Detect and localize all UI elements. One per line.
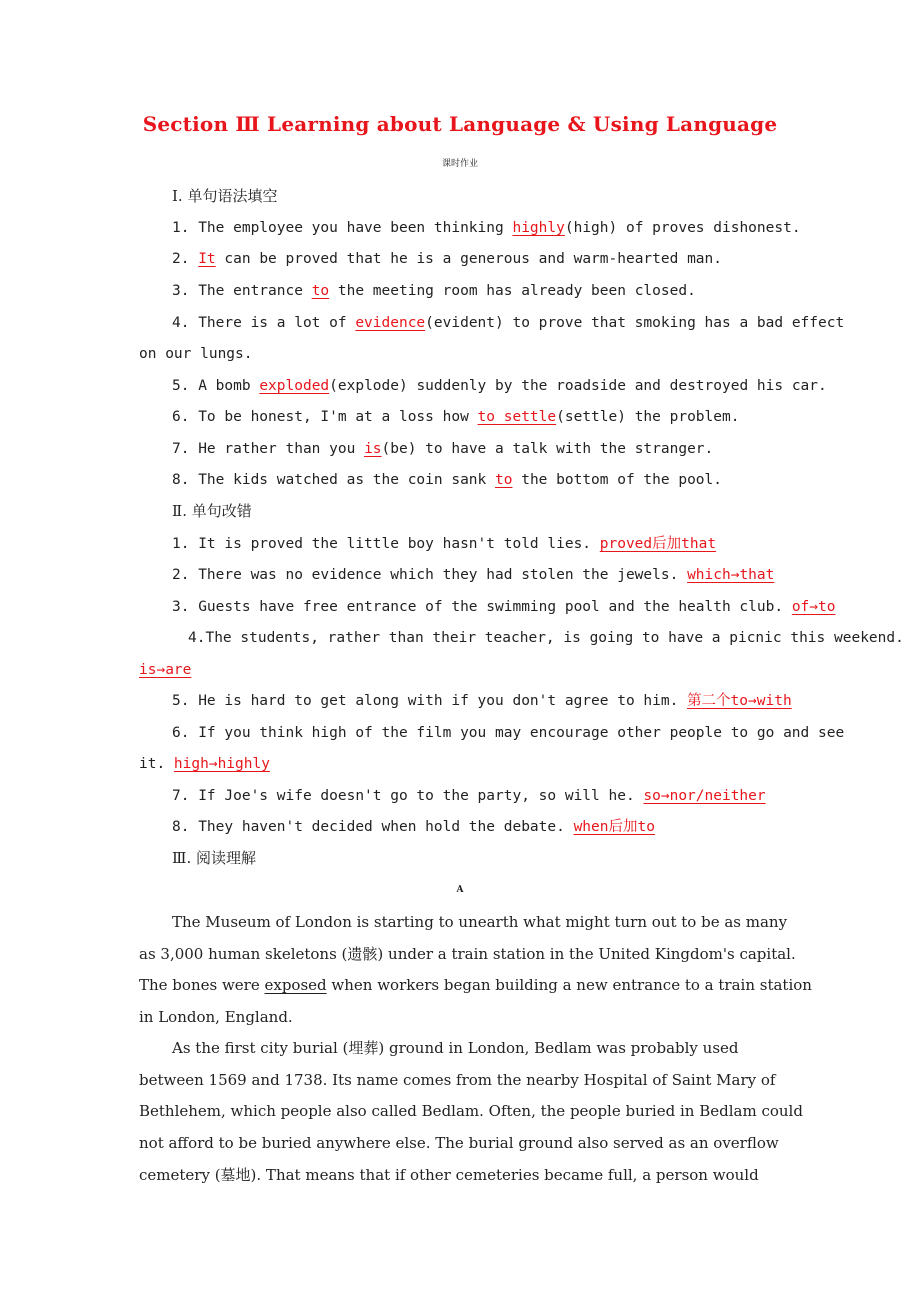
passage-line: cemetery (墓地). That means that if other cemeteries became full, a person would	[139, 1166, 759, 1184]
passage-line: The Museum of London is starting to unearth what might turn out to be as many	[172, 913, 788, 931]
passage-line: The bones were exposed when workers began building a new entrance to a train station	[139, 976, 812, 994]
underlined-word: exposed	[264, 976, 327, 994]
passage-line: Bethlehem, which people also called Bedlam. Often, the people buried in Bedlam could	[139, 1102, 803, 1120]
section-heading-3: Ⅲ. 阅读理解	[172, 849, 257, 867]
answer: of→to	[791, 599, 836, 615]
answer: evidence	[355, 315, 426, 331]
passage-line: between 1569 and 1738. Its name comes from the nearby Hospital of Saint Mary of	[139, 1071, 776, 1089]
answer: to	[311, 283, 330, 299]
passage-line: in London, England.	[139, 1008, 293, 1026]
answer: which→that	[687, 567, 775, 583]
answer: so→nor/neither	[643, 788, 766, 804]
section-heading-2: Ⅱ. 单句改错	[172, 502, 252, 520]
answer: high→highly	[173, 756, 270, 772]
correction-question-6-cont: it. high→highly	[139, 756, 270, 772]
correction-question-4-answer	[139, 660, 191, 680]
answer: 第二个to→with	[687, 693, 792, 709]
correction-question-6: 6. If you think high of the film you may encourage other people to go and see	[172, 725, 845, 741]
correction-question-4: 4.The students, rather than their teacher, is going to have a picnic this weekend.	[188, 630, 904, 646]
correction-question-1: 1. It is proved the little boy hasn't told lies. proved后加that	[172, 536, 717, 552]
page-title: Section Ⅲ Learning about Language & Using Language	[142, 112, 778, 136]
answer: exploded	[259, 378, 330, 394]
answer: is→are	[139, 662, 192, 678]
answer: when后加to	[573, 819, 655, 835]
fill-question-5: 5. A bomb exploded(explode) suddenly by the roadside and destroyed his car.	[172, 378, 827, 394]
fill-question-8: 8. The kids watched as the coin sank to the bottom of the pool.	[172, 472, 722, 488]
answer: is	[364, 441, 382, 457]
correction-question-5: 5. He is hard to get along with if you don't agree to him. 第二个to→with	[172, 693, 792, 709]
fill-question-3: 3. The entrance to the meeting room has already been closed.	[172, 283, 696, 299]
fill-question-4-cont: on our lungs.	[139, 346, 253, 362]
answer: It	[198, 251, 216, 267]
passage-label: A	[456, 885, 464, 895]
answer: to	[495, 472, 513, 488]
passage-line: as 3,000 human skeletons (遗骸) under a train station in the United Kingdom's capital.	[139, 945, 796, 963]
fill-question-7: 7. He rather than you is(be) to have a talk with the stranger.	[172, 441, 714, 457]
page-subtitle: 课时作业	[441, 159, 478, 169]
correction-question-8: 8. They haven't decided when hold the debate. when后加to	[172, 819, 655, 835]
answer: highly	[512, 220, 565, 236]
passage-line: As the first city burial (埋葬) ground in London, Bedlam was probably used	[172, 1039, 739, 1057]
correction-question-3: 3. Guests have free entrance of the swimming pool and the health club. of→to	[172, 599, 836, 615]
fill-question-6: 6. To be honest, I'm at a loss how to settle(settle) the problem.	[172, 409, 740, 425]
section-heading-1: Ⅰ. 单句语法填空	[172, 187, 278, 205]
correction-question-7: 7. If Joe's wife doesn't go to the party, so will he. so→nor/neither	[172, 788, 766, 804]
answer: to settle	[477, 409, 557, 425]
fill-question-4: 4. There is a lot of evidence(evident) to prove that smoking has a bad effect	[172, 315, 845, 331]
fill-question-1: 1. The employee you have been thinking highly(high) of proves dishonest.	[172, 220, 801, 236]
correction-question-2: 2. There was no evidence which they had stolen the jewels. which→that	[172, 567, 775, 583]
fill-question-2: 2. It can be proved that he is a generous and warm-hearted man.	[172, 251, 722, 267]
answer: proved后加that	[599, 536, 717, 552]
passage-line: not afford to be buried anywhere else. The burial ground also served as an overflow	[139, 1134, 779, 1152]
